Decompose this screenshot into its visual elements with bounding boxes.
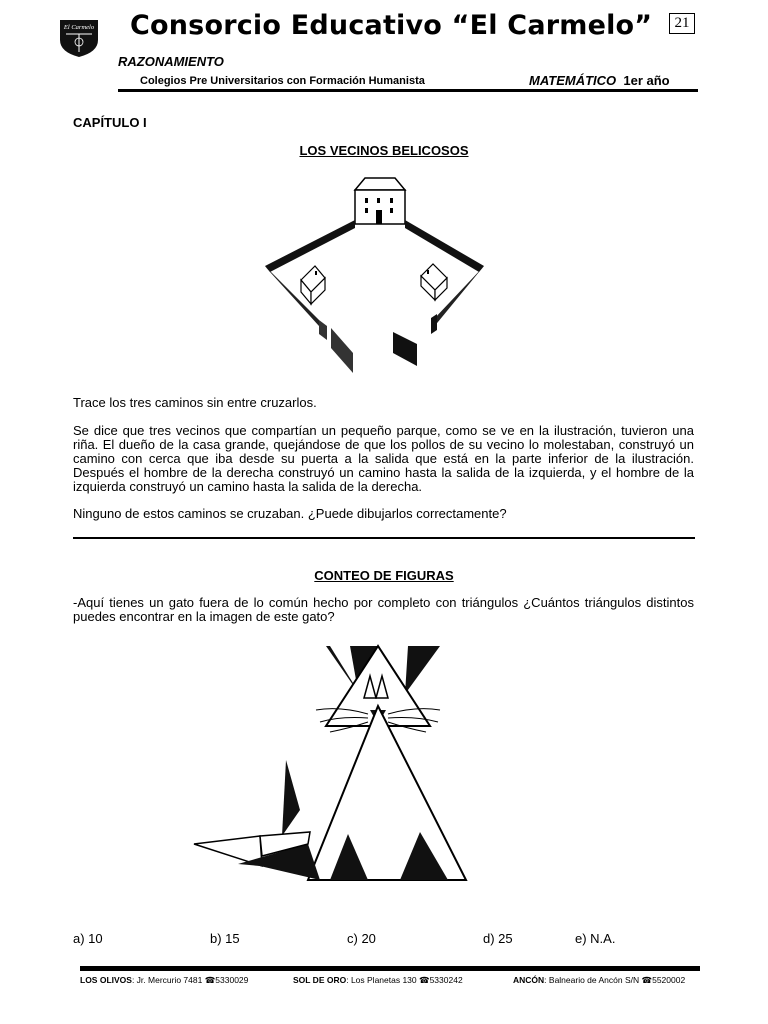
section-title-conteo: CONTEO DE FIGURAS bbox=[314, 568, 454, 583]
option-e[interactable]: e) N.A. bbox=[575, 931, 616, 946]
cat-illustration bbox=[190, 636, 480, 888]
course-year: 1er año bbox=[623, 73, 670, 88]
option-d[interactable]: d) 25 bbox=[483, 931, 513, 946]
course-name: MATEMÁTICO bbox=[529, 73, 617, 88]
footer-location-ancon bbox=[513, 975, 685, 986]
header-rule bbox=[118, 89, 698, 92]
footer-location-name: LOS OLIVOS bbox=[80, 975, 132, 985]
story-paragraph: Se dice que tres vecinos que compartían un pequeño parque, como se ve en la ilustración, tuvieron una riña. El dueño de la casa grande, quejándose de que los pollos de su vecino lo molestaban, construyó un camino con cerca que iba desde su puerta a la salida que está en la parte inferior de la ilustración. Después el hombre de la derecha construyó un camino hasta la salida de la izquierda, y el hombre de la izquierda construyó un camino hasta la salida de la derecha. bbox=[73, 423, 694, 494]
footer-location-address: : Los Planetas 130 ☎5330242 bbox=[346, 975, 463, 985]
question-text-gato: -Aquí tienes un gato fuera de lo común hecho por completo con triángulos ¿Cuántos triángulos distintos puedes encontrar en la imagen de este gato? bbox=[73, 595, 694, 624]
footer-location-name: ANCÓN bbox=[513, 975, 545, 985]
logo-text: El Carmelo bbox=[63, 24, 95, 31]
option-b[interactable]: b) 15 bbox=[210, 931, 240, 946]
park-illustration bbox=[255, 168, 495, 378]
footer-location-sol-de-oro bbox=[293, 975, 463, 986]
subject-label: RAZONAMIENTO bbox=[118, 54, 224, 69]
instruction-text: Trace los tres caminos sin entre cruzarlos. bbox=[73, 395, 317, 410]
option-c[interactable]: c) 20 bbox=[347, 931, 376, 946]
footer-location-address: : Jr. Mercurio 7481 ☎5330029 bbox=[131, 975, 249, 985]
section-divider bbox=[73, 537, 695, 539]
footer-rule bbox=[80, 966, 700, 971]
question-text-vecinos: Ninguno de estos caminos se cruzaban. ¿Puede dibujarlos correctamente? bbox=[73, 506, 507, 521]
page-title: Consorcio Educativo “El Carmelo” bbox=[130, 10, 653, 41]
footer-location-name: SOL DE ORO bbox=[293, 975, 347, 985]
page-number: 21 bbox=[669, 13, 695, 34]
school-tagline: Colegios Pre Universitarios con Formación Humanista bbox=[140, 75, 425, 87]
footer-location-address: : Balneario de Ancón S/N ☎5520002 bbox=[544, 975, 686, 985]
course-label bbox=[529, 73, 670, 88]
chapter-heading: CAPÍTULO I bbox=[73, 115, 147, 130]
school-logo bbox=[58, 18, 100, 58]
option-a[interactable]: a) 10 bbox=[73, 931, 103, 946]
footer-location-olivos bbox=[80, 975, 248, 986]
section-title-vecinos: LOS VECINOS BELICOSOS bbox=[299, 143, 469, 158]
